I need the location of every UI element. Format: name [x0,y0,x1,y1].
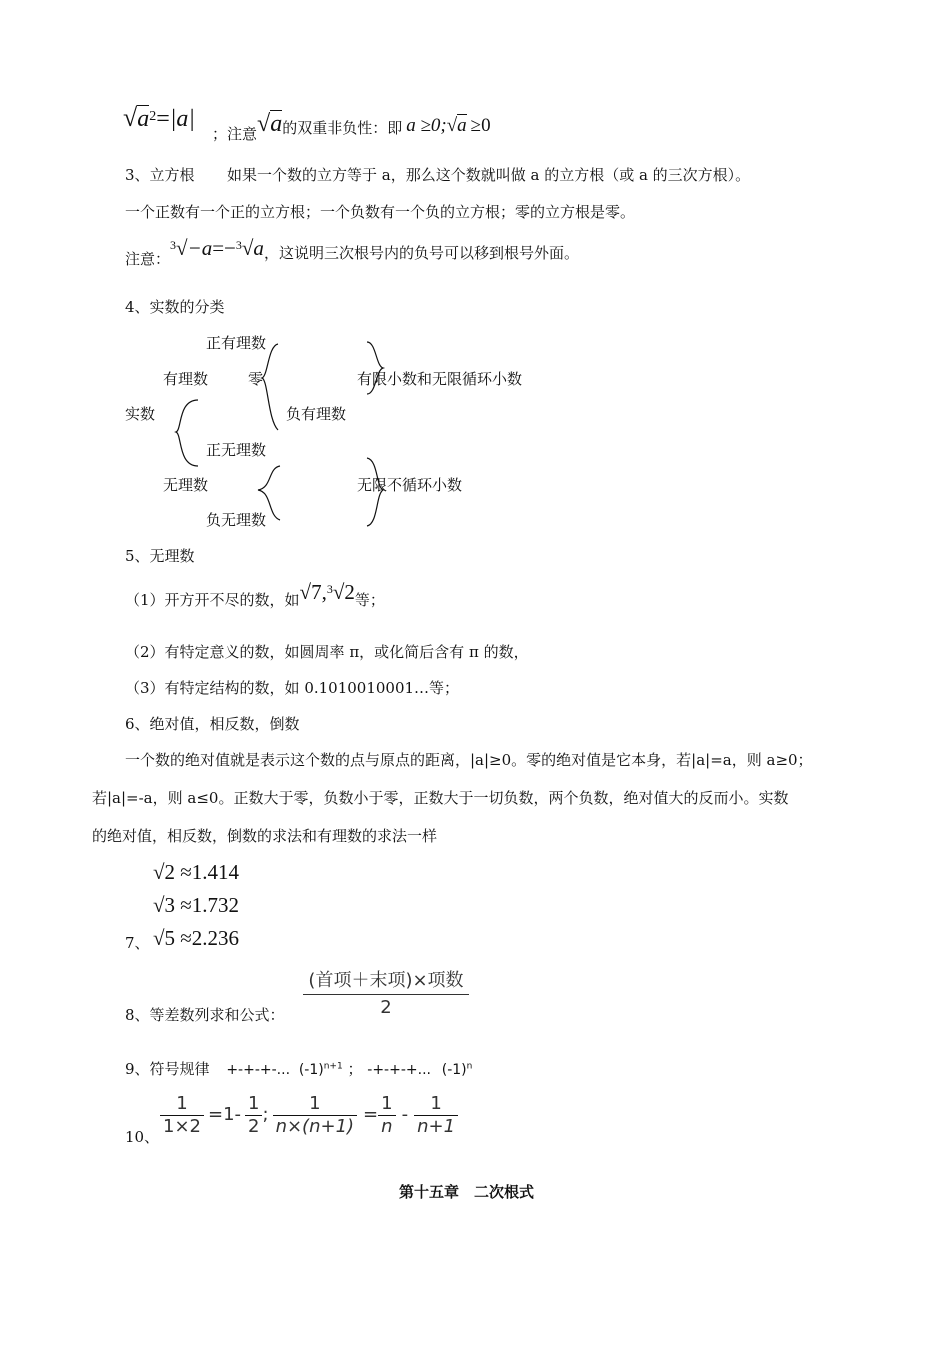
section-3-rule: 一个正数有一个正的立方根；一个负数有一个负的立方根；零的立方根是零。 [125,203,636,221]
semicolon: ; [262,1104,269,1126]
fraction-1-over-n-n-plus-1 [273,1093,357,1137]
root: √3 [153,893,176,917]
section-5-item-3: （3）有特定结构的数，如 0.1010010001…等； [125,679,460,697]
chapter-title: 第十五章 二次根式 [399,1183,535,1201]
section-7-label: 7、 [125,934,150,952]
label-zero: 零 [248,370,264,388]
cond-2-var: a [457,115,467,136]
fraction-1-over-n-plus-1 [414,1093,458,1137]
fraction-1-over-2 [245,1093,262,1137]
note-label: 注意： [125,250,171,268]
fraction-1-over-1x2 [160,1093,204,1137]
cube-root-2: √2 [332,580,355,604]
approx-sqrt-2 [153,860,239,885]
formula-equals-minus: =− [212,236,236,260]
value: ≈1.414 [180,860,240,884]
brace-rational [262,344,278,430]
math-separator: , [321,580,327,604]
equals: = [363,1104,379,1126]
section-6-para-1: 一个数的绝对值就是表示这个数的点与原点的距离，|a|≥0。零的绝对值是它本身，若|a|=a，则 a≥0； [125,751,813,769]
section-3-definition: 如果一个数的立方等于 a，那么这个数就叫做 a 的立方根（或 a 的三次方根）。 [227,166,751,184]
section-9-label: 9、符号规律 [125,1060,210,1078]
root-index: 3 [170,238,177,252]
label-non-repeating: 无限不循环小数 [357,476,463,494]
cond-2-rest: ≥0 [470,115,491,136]
root-index: 3 [326,582,333,596]
denominator: 2 [248,1115,260,1137]
sqrt-sign: √ [446,115,458,136]
equals-one-minus: =1- [208,1104,242,1126]
note-text: ，这说明三次根号内的负号可以移到根号外面。 [263,244,579,262]
sqrt-7: √7 [299,580,322,604]
cond-1: a ≥0; [406,115,447,136]
section-10-label: 10、 [125,1128,160,1146]
note-text: 的双重非负性：即 [282,119,403,137]
power-2 [442,1062,473,1078]
root: √5 [153,926,176,950]
label-real: 实数 [125,405,156,423]
approx-sqrt-3 [153,893,239,918]
formula-abs: |a| [169,106,196,132]
formula-numerator: (首项＋末项)×项数 [303,970,469,995]
item-1-prefix: （1）开方开不尽的数，如 [125,591,300,609]
formula-denominator: 2 [380,996,392,1018]
section-6-heading: 6、绝对值，相反数，倒数 [125,715,300,733]
sign-sequence-2: -+-+-+... [367,1062,431,1078]
telescoping-formula [160,1093,458,1137]
section-6-para-3: 的绝对值，相反数，倒数的求法和有理数的求法一样 [92,827,438,845]
denominator: n [381,1115,393,1137]
numerator: 1 [160,1093,204,1116]
denominator: 1×2 [163,1115,201,1137]
note-prefix: ；注意 [212,125,258,143]
cube-root-neg-a: √−a [176,236,213,260]
formula-equals: = [156,106,170,132]
sign-sequence-1: +-+-+-... [226,1062,291,1078]
power-exponent: n [466,1061,473,1072]
label-negative-irrational: 负无理数 [206,511,267,529]
power-1 [299,1062,343,1078]
value: ≈2.236 [180,926,240,950]
value: ≈1.732 [180,893,240,917]
section-3-heading: 3、立方根 [125,166,195,184]
sqrt-var: a [270,111,283,137]
approx-sqrt-5 [153,926,239,951]
section-9 [125,1060,472,1079]
sqrt-sign: √ [123,103,138,132]
item-1-suffix: 等； [354,591,385,609]
separator: ； [347,1060,363,1078]
formula-var: a [137,106,150,132]
section-6-para-2: 若|a|=-a，则 a≤0。正数大于零，负数小于零，正数大于一切负数，两个负数，绝对值大的反而小。实数 [92,789,789,807]
formula-exponent: 2 [149,109,157,124]
fraction-1-over-n [378,1093,395,1137]
label-rational: 有理数 [163,370,209,388]
label-positive-rational: 正有理数 [206,334,267,352]
section-5-item-1 [125,580,385,609]
numerator: 1 [414,1093,458,1116]
numerator: 1 [273,1093,357,1116]
label-irrational: 无理数 [163,476,209,494]
denominator: n×(n+1) [275,1115,355,1137]
power-base: (-1) [298,1062,324,1078]
minus: - [401,1104,409,1126]
root: √2 [153,860,176,884]
label-negative-rational: 负有理数 [286,405,347,423]
power-exponent: n+1 [323,1061,343,1072]
arithmetic-sum-formula [303,970,469,1018]
label-positive-irrational: 正无理数 [206,441,267,459]
sqrt-sign: √ [257,111,271,137]
section-4-heading: 4、实数的分类 [125,298,225,316]
denominator: n+1 [417,1115,456,1137]
section-5-item-2: （2）有特定意义的数，如圆周率 π，或化简后含有 π 的数， [125,643,529,661]
root-index: 3 [235,238,242,252]
section-8-label: 8、等差数列求和公式： [125,1006,285,1024]
section-5-heading: 5、无理数 [125,547,195,565]
double-nonneg-note [212,110,491,143]
label-finite-repeating: 有限小数和无限循环小数 [357,370,523,388]
section-3-note [125,236,579,268]
power-base: (-1) [441,1062,467,1078]
sqrt-abs-formula [123,102,195,134]
numerator: 1 [245,1093,262,1116]
cube-root-a: √a [241,236,264,260]
brace-real [176,400,198,466]
numerator: 1 [378,1093,395,1116]
